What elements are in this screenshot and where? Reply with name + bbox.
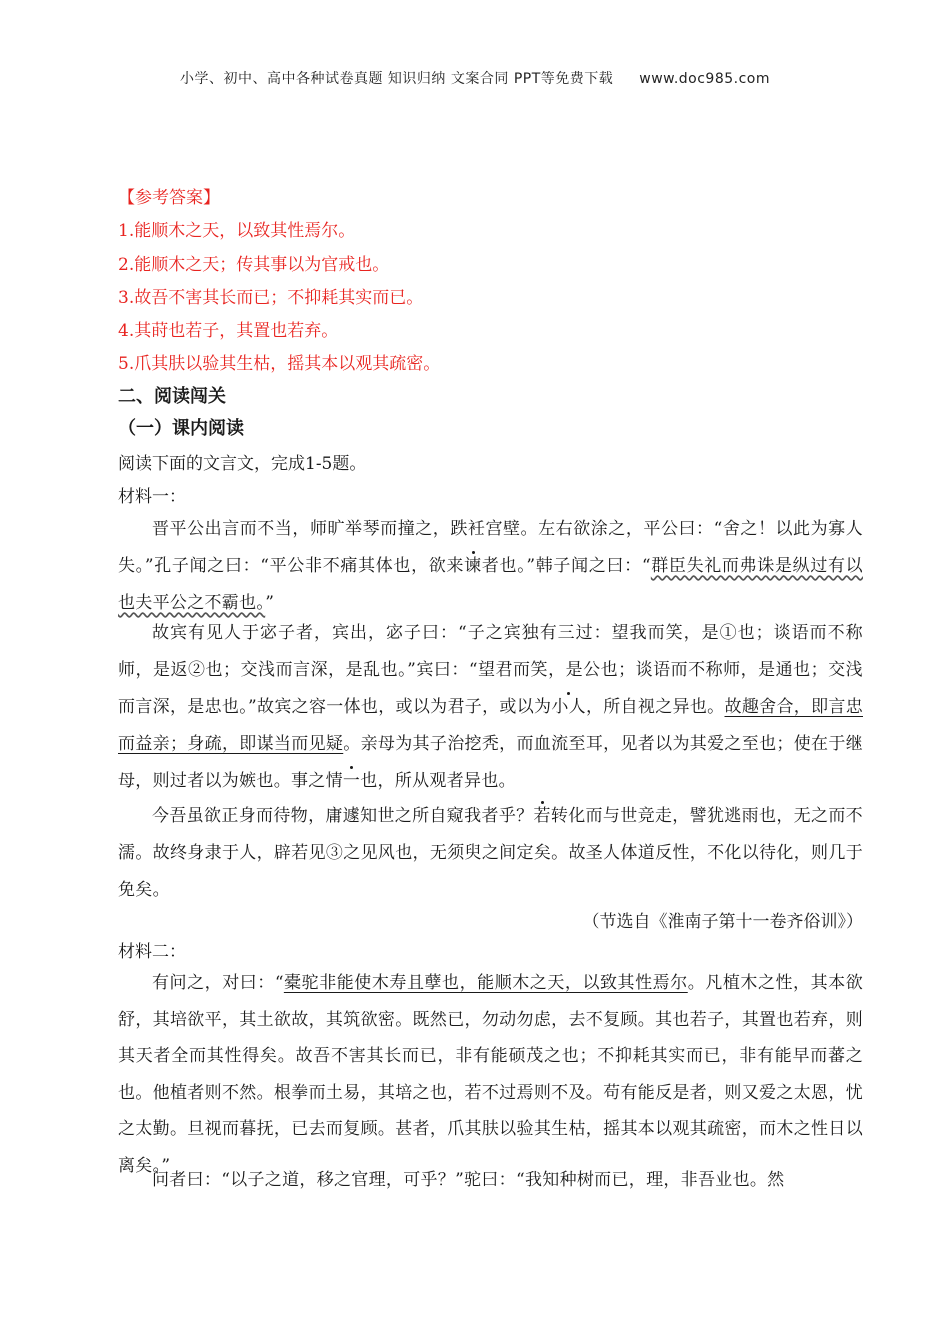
text-run: 问者曰：“以子之道，移之官理，可乎？”驼曰：“我知种树而已，理，非吾业也。然	[152, 1170, 785, 1190]
answer-item-3: 3.故吾不害其长而已；不抑耗其实而已。	[118, 288, 424, 308]
material2-paragraph-2	[118, 1162, 863, 1199]
material1-label: 材料一：	[118, 487, 186, 507]
answer-item-1: 1.能顺木之天，以致其性焉尔。	[118, 221, 356, 241]
answer-item-5: 5.爪其肤以验其生枯，摇其本以观其疏密。	[118, 354, 441, 374]
header-site[interactable]: www.doc985.com	[639, 71, 771, 87]
text-run: 也，所从观者异也。	[360, 771, 516, 791]
material1-paragraph-2	[118, 615, 863, 800]
text-run: 有问之，对曰：“	[152, 973, 284, 993]
section-title: 二、阅读闯关	[118, 386, 226, 407]
underlined-sentence: 橐驼非能使木寿且孽也，能顺木之天，以致其性焉尔	[283, 973, 688, 993]
underlined-sentence: 故趣舍合，即言忠而益亲；身疏，即谋当而见疑	[118, 697, 863, 754]
section-subtitle: （一）课内阅读	[118, 418, 244, 439]
text-run: 转化而与世竞走，譬犹逃雨也，无之而不濡。故终身隶于人，辟若见③之见风也，无须臾之间定矣。故圣人体道反性，不化以待化，则几于免矣。	[118, 806, 863, 900]
emphasis-dot-word: 小人	[551, 697, 586, 717]
text-run: 。凡植木之性，其本欲舒，其培欲平，其土欲故，其筑欲密。既然已，勿动勿虑，去不复顾。其也若子，其置也若弃，则其天者全而其性得矣。故吾不害其长而已，非有能硕茂之也；不抑耗其实而已，非有能早而蕃之也。他植者则不然。根拳而土易，其培之也，若不过焉则不及。苟有能反是者，则又爱之太恩，忧之太勤。旦视而暮抚，已去而复顾。甚者，爪其肤以验其生枯，摇其本以观其疏密，而木之性日以离矣。”	[118, 973, 863, 1176]
text-run: ”	[265, 593, 275, 613]
text-run: 今吾虽欲正身而待物，庸遽知世之所自窥我者乎？	[152, 806, 534, 826]
material1-source: （节选自《淮南子第十一卷齐俗训》）	[582, 912, 863, 932]
emphasis-dot-char: 若	[533, 806, 551, 826]
header-text: 小学、初中、高中各种试卷真题 知识归纳 文案合同 PPT等免费下载	[179, 71, 614, 87]
answer-item-2: 2.能顺木之天；传其事以为官戒也。	[118, 255, 390, 275]
text-run: 故宾有见人于宓子者，宾出，宓子曰：“子之宾独有三过：望我而笑，是①也；谈语而不称师，是返②也；交浅而言深，是乱也。”宾曰：“望君而笑，是公也；谈语而不称师，是通也；交浅而言深，是忠也。”故宾之容一体也，或以为君子，或以为	[118, 623, 863, 717]
material2-label: 材料二：	[118, 942, 186, 962]
instruction: 阅读下面的文言文，完成1-5题。	[118, 454, 367, 474]
page-header	[0, 68, 950, 88]
answer-item-4: 4.其莳也若子，其置也若弃。	[118, 321, 339, 341]
wavy-underlined-sentence: 群臣失礼而弗诛是纵过有以也夫平公之不霸也。	[118, 556, 863, 613]
text-run: 者也。”韩子闻之曰：“	[481, 556, 651, 576]
text-run: 。亲母为其子治挖秃，而血流至耳，见者以为其爱之至也；使在于继母，则过者以为嫉也。事之情	[118, 734, 864, 791]
text-run: 晋平公出言而不当，师旷举琴而撞之，跌衽宫壁。左右欲涂之，平公曰：“舍之！以此为寡人失。”孔子闻之曰：“平公非不痛其体也，欲来	[118, 519, 863, 576]
text-run: ，所自视之异也。	[585, 697, 725, 717]
emphasis-dot-char: 谏	[464, 556, 482, 576]
answer-title: 【参考答案】	[118, 188, 220, 208]
material1-paragraph-3	[118, 798, 863, 909]
emphasis-dot-char: 一	[342, 771, 361, 791]
material1-paragraph-1	[118, 511, 863, 622]
material2-paragraph-1	[118, 965, 863, 1184]
